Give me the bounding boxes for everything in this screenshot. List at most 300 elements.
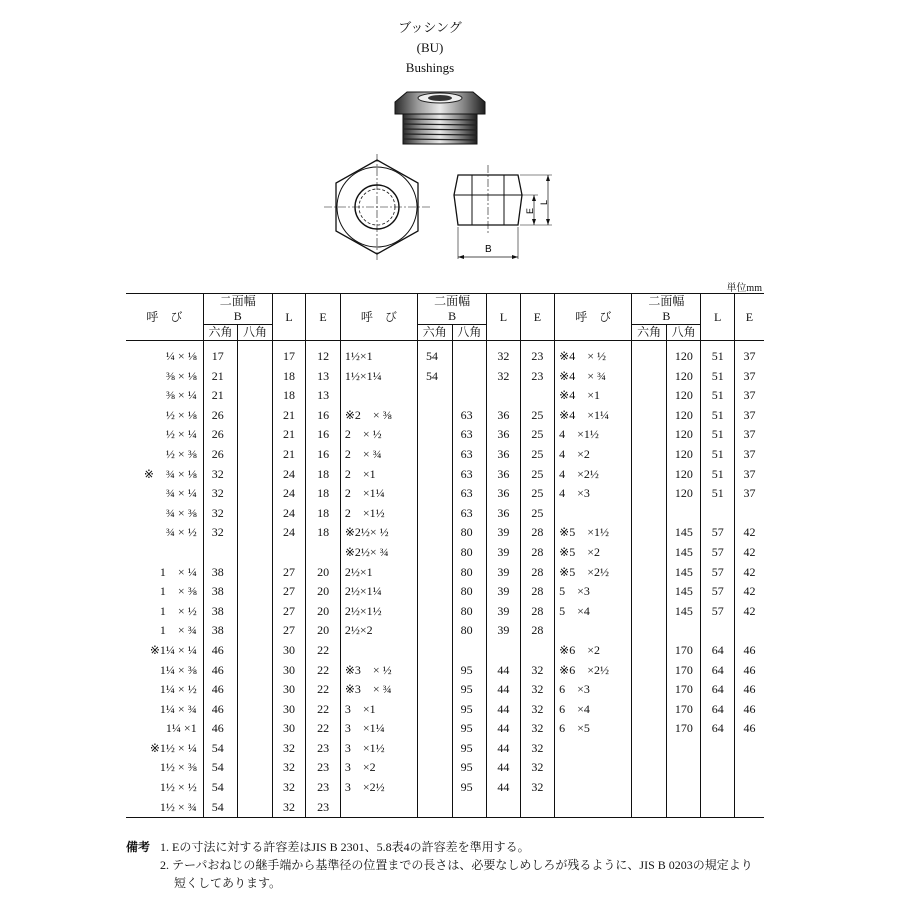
cell-oct: 120 — [666, 465, 701, 485]
cell-name — [555, 758, 632, 778]
cell-hex — [632, 543, 667, 563]
table-row — [126, 386, 764, 406]
cell-hex — [418, 523, 453, 543]
cell-e — [734, 504, 764, 524]
cell-name: 6 ×5 — [555, 719, 632, 739]
cell-oct: 120 — [666, 367, 701, 387]
table-row — [126, 367, 764, 387]
table-row — [126, 798, 764, 818]
cell-name: 1 × ½ — [159, 603, 197, 618]
cell-l: 51 — [701, 341, 735, 367]
cell-oct — [238, 367, 273, 387]
cell-l: 51 — [701, 445, 735, 465]
cell-hex: 54 — [203, 778, 238, 798]
cell-hex: 26 — [203, 406, 238, 426]
cell-e: 20 — [306, 621, 341, 641]
cell-e: 37 — [734, 341, 764, 367]
cell-hex — [418, 386, 453, 406]
cell-hex — [632, 621, 667, 641]
cell-l: 17 — [272, 341, 306, 367]
cell-l: 30 — [272, 661, 306, 681]
cell-e: 32 — [520, 700, 555, 720]
header-oct: 八角 — [238, 325, 273, 341]
cell-oct: 145 — [666, 582, 701, 602]
cell-l: 21 — [272, 406, 306, 426]
cell-name: ※1½ × ¼ — [149, 740, 197, 755]
cell-name: ¾ × ½ — [165, 525, 197, 540]
cell-name: 4 ×1½ — [555, 425, 632, 445]
cell-name: ※6 ×2 — [555, 641, 632, 661]
cell-name: 6 ×3 — [555, 680, 632, 700]
cell-e: 37 — [734, 445, 764, 465]
cell-name: 1½×1 — [340, 341, 417, 367]
cell-e: 46 — [734, 700, 764, 720]
cell-hex — [632, 661, 667, 681]
cell-e: 42 — [734, 582, 764, 602]
cell-l: 57 — [701, 543, 735, 563]
cell-oct: 145 — [666, 602, 701, 622]
header-l: L — [487, 294, 521, 341]
note-2: 2. テーパおねじの継手端から基準径の位置までの長さは、必要なしめしろが残るように、JIS B 0203の規定より — [160, 858, 753, 872]
cell-hex — [418, 504, 453, 524]
cell-hex: 46 — [203, 661, 238, 681]
cell-oct: 80 — [452, 563, 487, 583]
cell-name: 1½ × ⅜ — [159, 760, 197, 775]
cell-name: ※1¼ × ¼ — [149, 642, 197, 657]
cell-name — [340, 386, 417, 406]
cell-l: 44 — [487, 700, 521, 720]
cell-oct: 63 — [452, 504, 487, 524]
cell-hex — [418, 798, 453, 818]
cell-hex — [632, 700, 667, 720]
cell-name: 1 × ¼ — [159, 564, 197, 579]
cell-l: 36 — [487, 504, 521, 524]
dimension-e-label: E — [525, 207, 535, 214]
cell-name: ※4 ×1¼ — [555, 406, 632, 426]
cell-l: 27 — [272, 563, 306, 583]
cell-name: 1½×1¼ — [340, 367, 417, 387]
header-oct: 八角 — [452, 325, 487, 341]
cell-hex — [418, 445, 453, 465]
cell-l: 18 — [272, 386, 306, 406]
cell-e: 28 — [520, 563, 555, 583]
table-row — [126, 641, 764, 661]
cell-hex — [418, 621, 453, 641]
cell-name — [555, 621, 632, 641]
header-oct: 八角 — [666, 325, 701, 341]
cell-l: 51 — [701, 465, 735, 485]
cell-hex — [418, 758, 453, 778]
cell-e: 32 — [520, 680, 555, 700]
cell-name: 4 ×3 — [555, 484, 632, 504]
cell-e: 16 — [306, 425, 341, 445]
cell-name: ½ × ⅛ — [165, 407, 197, 422]
cell-hex: 46 — [203, 641, 238, 661]
cell-name: ¾ × ⅜ — [165, 505, 197, 520]
cell-hex — [632, 582, 667, 602]
cell-e: 28 — [520, 523, 555, 543]
header-e: E — [306, 294, 341, 341]
cell-hex: 32 — [203, 465, 238, 485]
cell-hex — [632, 758, 667, 778]
cell-name: ※4 ×1 — [555, 386, 632, 406]
cell-name: 5 ×3 — [555, 582, 632, 602]
cell-name: 1 × ¾ — [159, 623, 197, 638]
table-row — [126, 719, 764, 739]
cell-hex — [632, 523, 667, 543]
cell-oct: 80 — [452, 523, 487, 543]
cell-name: ¾ × ¼ — [165, 486, 197, 501]
cell-e: 37 — [734, 406, 764, 426]
table-row — [126, 563, 764, 583]
cell-l — [701, 739, 735, 759]
header-width: 二面幅 B — [418, 294, 487, 325]
cell-oct: 95 — [452, 680, 487, 700]
header-l: L — [701, 294, 735, 341]
cell-name: 1¼ × ⅜ — [159, 662, 197, 677]
cell-name: 2½×1½ — [340, 602, 417, 622]
cell-oct — [238, 798, 273, 818]
cell-hex — [418, 739, 453, 759]
cell-l — [701, 778, 735, 798]
cell-l: 21 — [272, 445, 306, 465]
cell-e: 32 — [520, 719, 555, 739]
cell-e — [734, 758, 764, 778]
cell-oct — [452, 386, 487, 406]
cell-oct: 170 — [666, 661, 701, 681]
cell-oct — [238, 661, 273, 681]
cell-hex — [632, 680, 667, 700]
cell-l: 64 — [701, 661, 735, 681]
cell-hex: 32 — [203, 504, 238, 524]
table-row — [126, 739, 764, 759]
cell-e — [734, 739, 764, 759]
cell-oct — [238, 465, 273, 485]
cell-e: 32 — [520, 778, 555, 798]
header-name: 呼 び — [340, 294, 417, 341]
header-width: 二面幅 B — [632, 294, 701, 325]
cell-name: 2½×1 — [340, 563, 417, 583]
cell-oct — [666, 778, 701, 798]
cell-name — [340, 798, 417, 818]
cell-e: 22 — [306, 661, 341, 681]
cell-hex — [632, 739, 667, 759]
cell-l — [701, 621, 735, 641]
cell-name: 3 ×1 — [340, 700, 417, 720]
cell-oct: 63 — [452, 406, 487, 426]
cell-name: ※2 × ⅜ — [340, 406, 417, 426]
cell-hex: 26 — [203, 445, 238, 465]
cell-e: 28 — [520, 621, 555, 641]
cell-oct: 170 — [666, 641, 701, 661]
cell-oct — [238, 700, 273, 720]
cell-name — [555, 504, 632, 524]
cell-name: ※2½× ¾ — [340, 543, 417, 563]
table-body — [126, 341, 764, 818]
cell-oct: 120 — [666, 425, 701, 445]
cell-l — [487, 386, 521, 406]
cell-l: 18 — [272, 367, 306, 387]
cell-name: ※2½× ½ — [340, 523, 417, 543]
side-view-drawing — [438, 165, 558, 269]
cell-hex — [418, 543, 453, 563]
cell-hex — [632, 465, 667, 485]
cell-l: 27 — [272, 621, 306, 641]
cell-oct: 80 — [452, 621, 487, 641]
cell-hex: 21 — [203, 386, 238, 406]
cell-l — [701, 798, 735, 818]
cell-e: 18 — [306, 465, 341, 485]
cell-name — [555, 798, 632, 818]
cell-l: 36 — [487, 406, 521, 426]
table-row — [126, 465, 764, 485]
cell-e: 18 — [306, 504, 341, 524]
cell-oct: 95 — [452, 719, 487, 739]
cell-hex: 17 — [203, 341, 238, 367]
cell-e — [520, 798, 555, 818]
cell-name: 1¼ ×1 — [165, 721, 197, 736]
cell-l: 39 — [487, 582, 521, 602]
cell-hex — [418, 582, 453, 602]
cell-name: ※4 × ½ — [555, 341, 632, 367]
cell-oct — [238, 425, 273, 445]
cell-l: 57 — [701, 523, 735, 543]
cell-hex: 46 — [203, 680, 238, 700]
cell-oct: 95 — [452, 739, 487, 759]
cell-name: 1 × ⅜ — [159, 584, 197, 599]
cell-oct: 95 — [452, 758, 487, 778]
cell-oct: 63 — [452, 425, 487, 445]
cell-hex: 21 — [203, 367, 238, 387]
cell-hex — [418, 406, 453, 426]
cell-l: 64 — [701, 700, 735, 720]
cell-hex — [632, 641, 667, 661]
cell-name: ※5 ×2 — [555, 543, 632, 563]
cell-l: 51 — [701, 425, 735, 445]
table-row — [126, 621, 764, 641]
cell-e: 28 — [520, 543, 555, 563]
cell-l: 64 — [701, 719, 735, 739]
table-row — [126, 504, 764, 524]
table-row — [126, 445, 764, 465]
cell-hex: 26 — [203, 425, 238, 445]
cell-name: ※3 × ¾ — [340, 680, 417, 700]
cell-hex — [418, 641, 453, 661]
cell-l: 32 — [487, 367, 521, 387]
header-name: 呼 び — [555, 294, 632, 341]
notes-label: 備考 — [126, 840, 151, 854]
cell-oct: 80 — [452, 543, 487, 563]
cell-e: 37 — [734, 425, 764, 445]
cell-e: 32 — [520, 661, 555, 681]
cell-hex — [418, 778, 453, 798]
header-l: L — [272, 294, 306, 341]
cell-hex: 54 — [203, 739, 238, 759]
table-row — [126, 661, 764, 681]
cell-hex — [418, 563, 453, 583]
cell-l: 36 — [487, 465, 521, 485]
cell-hex: 54 — [203, 758, 238, 778]
cell-oct — [238, 680, 273, 700]
bushing-photo — [385, 84, 495, 150]
cell-l: 51 — [701, 367, 735, 387]
cell-e: 42 — [734, 563, 764, 583]
cell-l: 32 — [272, 758, 306, 778]
cell-oct: 145 — [666, 523, 701, 543]
cell-e: 22 — [306, 641, 341, 661]
cell-hex — [632, 445, 667, 465]
cell-name: 1½ × ¾ — [126, 798, 203, 818]
cell-hex: 46 — [203, 719, 238, 739]
table-row — [126, 543, 764, 563]
dimension-l-label: L — [539, 199, 549, 205]
cell-e: 37 — [734, 386, 764, 406]
cell-e — [520, 386, 555, 406]
cell-l — [487, 641, 521, 661]
cell-l: 57 — [701, 582, 735, 602]
cell-name: 3 ×1½ — [340, 739, 417, 759]
cell-hex — [632, 425, 667, 445]
header-name: 呼 び — [126, 294, 203, 341]
cell-hex — [632, 406, 667, 426]
cell-e: 22 — [306, 700, 341, 720]
cell-hex — [418, 661, 453, 681]
table-row — [126, 700, 764, 720]
cell-e: 23 — [306, 758, 341, 778]
cell-e: 46 — [734, 661, 764, 681]
cell-name: ※6 ×2½ — [555, 661, 632, 681]
cell-hex — [632, 602, 667, 622]
cell-oct — [666, 798, 701, 818]
cell-e: 37 — [734, 367, 764, 387]
cell-e: 25 — [520, 425, 555, 445]
unit-label: 単位mm — [726, 283, 762, 294]
cell-e: 37 — [734, 465, 764, 485]
cell-hex: 54 — [203, 798, 238, 818]
cell-hex — [418, 680, 453, 700]
cell-l: 36 — [487, 484, 521, 504]
cell-oct — [238, 523, 273, 543]
cell-e: 23 — [520, 341, 555, 367]
cell-name: 2 × ¾ — [340, 445, 417, 465]
cell-hex — [418, 602, 453, 622]
cell-l: 24 — [272, 523, 306, 543]
cell-name: 2½×2 — [340, 621, 417, 641]
header-e: E — [520, 294, 555, 341]
cell-l: 44 — [487, 719, 521, 739]
cell-l: 32 — [272, 798, 306, 818]
cell-name: 4 ×2 — [555, 445, 632, 465]
cell-l: 44 — [487, 661, 521, 681]
cell-e: 20 — [306, 602, 341, 622]
cell-name: 3 ×1¼ — [340, 719, 417, 739]
cell-hex — [632, 719, 667, 739]
cell-oct: 80 — [452, 582, 487, 602]
cell-e: 46 — [734, 719, 764, 739]
cell-hex: 32 — [203, 484, 238, 504]
cell-oct: 120 — [666, 341, 701, 367]
cell-oct — [238, 778, 273, 798]
cell-name: 1¼ × ½ — [159, 682, 197, 697]
cell-l: 57 — [701, 563, 735, 583]
cell-hex — [418, 719, 453, 739]
cell-oct: 63 — [452, 445, 487, 465]
table-row — [126, 778, 764, 798]
cell-name: ※4 × ¾ — [555, 367, 632, 387]
cell-e: 12 — [306, 341, 341, 367]
cell-name — [126, 543, 203, 563]
cell-l: 39 — [487, 543, 521, 563]
cell-hex: 54 — [418, 341, 453, 367]
cell-l: 24 — [272, 484, 306, 504]
cell-e: 25 — [520, 445, 555, 465]
header-hex: 六角 — [418, 325, 453, 341]
cell-l — [487, 798, 521, 818]
cell-name: 2½×1¼ — [340, 582, 417, 602]
cell-oct — [238, 484, 273, 504]
cell-e: 32 — [520, 739, 555, 759]
title-block — [330, 18, 530, 78]
cell-name: ½ × ¼ — [165, 427, 197, 442]
cell-hex — [632, 798, 667, 818]
cell-l: 30 — [272, 719, 306, 739]
cell-name: ⅜ × ¼ — [165, 388, 197, 403]
cell-oct — [238, 386, 273, 406]
cell-e — [734, 778, 764, 798]
cell-oct — [238, 602, 273, 622]
cell-name: ½ × ⅜ — [165, 446, 197, 461]
cell-l: 44 — [487, 758, 521, 778]
cell-l: 36 — [487, 445, 521, 465]
cell-oct — [666, 739, 701, 759]
cell-oct: 63 — [452, 465, 487, 485]
cell-hex — [632, 778, 667, 798]
cell-e: 42 — [734, 602, 764, 622]
cell-e: 18 — [306, 484, 341, 504]
cell-oct — [238, 341, 273, 367]
cell-e: 46 — [734, 641, 764, 661]
cell-l — [272, 543, 306, 563]
cell-name: 2 ×1¼ — [340, 484, 417, 504]
cell-oct: 95 — [452, 778, 487, 798]
cell-hex — [418, 465, 453, 485]
cell-l: 57 — [701, 602, 735, 622]
cell-e: 13 — [306, 367, 341, 387]
header-hex: 六角 — [632, 325, 667, 341]
cell-name: 5 ×4 — [555, 602, 632, 622]
cell-oct — [238, 406, 273, 426]
cell-l: 51 — [701, 406, 735, 426]
cell-hex: 38 — [203, 621, 238, 641]
cell-name: 2 ×1½ — [340, 504, 417, 524]
table-row — [126, 582, 764, 602]
cell-name: 3 ×2½ — [340, 778, 417, 798]
cell-e: 22 — [306, 719, 341, 739]
cell-e: 16 — [306, 406, 341, 426]
cell-e: 22 — [306, 680, 341, 700]
cell-oct: 95 — [452, 700, 487, 720]
cell-oct: 145 — [666, 543, 701, 563]
cell-e: 25 — [520, 406, 555, 426]
cell-oct: 145 — [666, 563, 701, 583]
cell-e: 20 — [306, 563, 341, 583]
table-row — [126, 523, 764, 543]
cell-name: 1½ × ½ — [159, 780, 197, 795]
cell-oct: 120 — [666, 406, 701, 426]
table-row — [126, 484, 764, 504]
cell-oct — [452, 367, 487, 387]
dimension-b-label: B — [485, 244, 492, 255]
